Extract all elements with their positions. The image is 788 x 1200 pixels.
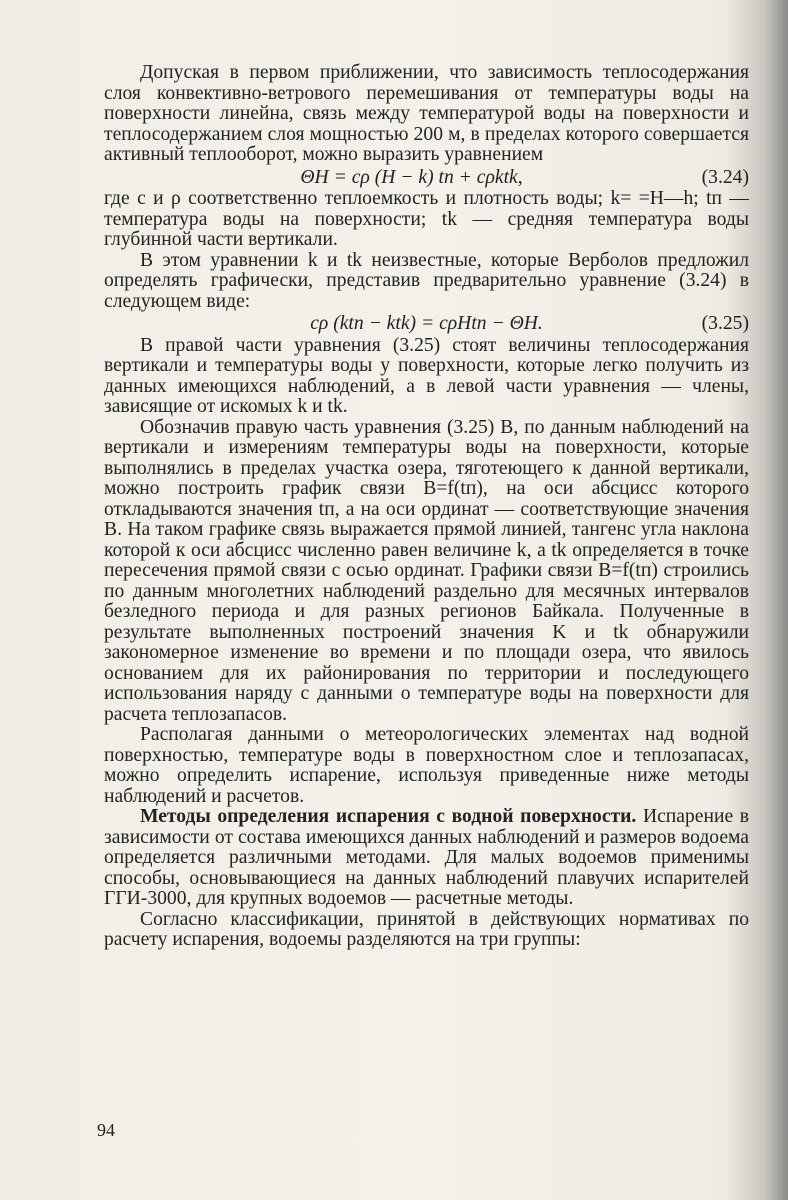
paragraph-evaporation-data: Располагая данными о метеорологических элементах над водной поверхностью, температуре воды в поверхностном слое и теплозапасах, можно определить испарение, используя приведенные ниже методы наблюдений и расчетов. [104,724,749,807]
equation-formula: ΘH = cρ (H − k) tп + cρktk, [300,166,523,188]
paragraph-classification: Согласно классификации, принятой в действующих нормативах по расчету испарения, водоемы разделяются на три группы: [104,908,749,950]
paragraph-right-side: В правой части уравнения (3.25) стоят величины теплосодержания вертикали и температуры воды у поверхности, которые легко получить из данных имеющихся наблюдений, а в левой части уравнения — члены, зависящие от искомых k и tk. [104,334,749,417]
section-text: Испарение в зависимости от состава имеющихся данных наблюдений и размеров водоема определяется различными методами. Для малых водоемов применимы способы, основывающиеся на данных наблюдений плавучих испарителей ГГИ-3000, для крупных водоемов — расчетные методы. [104,806,749,909]
paragraph-unknowns: В этом уравнении k и tk неизвестные, которые Верболов предложил определять графически, представив предварительно уравнение (3.24) в следующем виде: [104,249,749,312]
paragraph-definitions: где c и ρ соответственно теплоемкость и плотность воды; k= =H—h; tп — температура воды на поверхности; tk — средняя температура воды глубинной части вертикали. [104,188,749,250]
equation-3-24 [104,168,749,189]
paragraph-graph: Обозначив правую часть уравнения (3.25) B, по данным наблюдений на вертикали и измерениям температуры воды на поверхности, которые выполнялись в пределах участка озера, тяготеющего к данной вертикали, можно построить график связи B=f(tп), на оси абсцисс которого откладываются значения tп, а на оси ординат — соответствующие значения B. На таком графике связь выражается прямой линией, тангенс угла наклона которой к оси абсцисс численно равен величине k, а tk определяется в точке пересечения прямой связи с осью ординат. Графики связи B=f(tп) строились по данным многолетних наблюдений раздельно для месячных интервалов безледного периода и для разных регионов Байкала. Полученные в результате выполненных построений значения K и tk обнаружили закономерное изменение во времени и по площади озера, что явилось основанием для их районирования по территории и последующего использования наряду с данными о температуре воды на поверхности для расчета теплозапасов. [104,416,749,725]
paragraph-methods [104,807,749,910]
equation-3-25 [104,314,749,335]
section-heading: Методы определения испарения с водной поверхности. [140,806,637,827]
equation-number: (3.25) [701,313,749,334]
equation-number: (3.24) [701,166,749,188]
page-text [104,63,749,951]
page-number: 94 [97,1120,115,1140]
paragraph-intro: Допуская в первом приближении, что зависимость теплосодержания слоя конвективно-ветрового перемешивания от температуры воды на поверхности линейна, связь между температурой воды на поверхности и теплосодержанием слоя мощностью 200 м, в пределах которого совершается активный теплооборот, можно выразить уравнением [104,62,749,165]
equation-formula: cρ (ktп − ktk) = cρHtп − ΘH. [310,313,543,334]
